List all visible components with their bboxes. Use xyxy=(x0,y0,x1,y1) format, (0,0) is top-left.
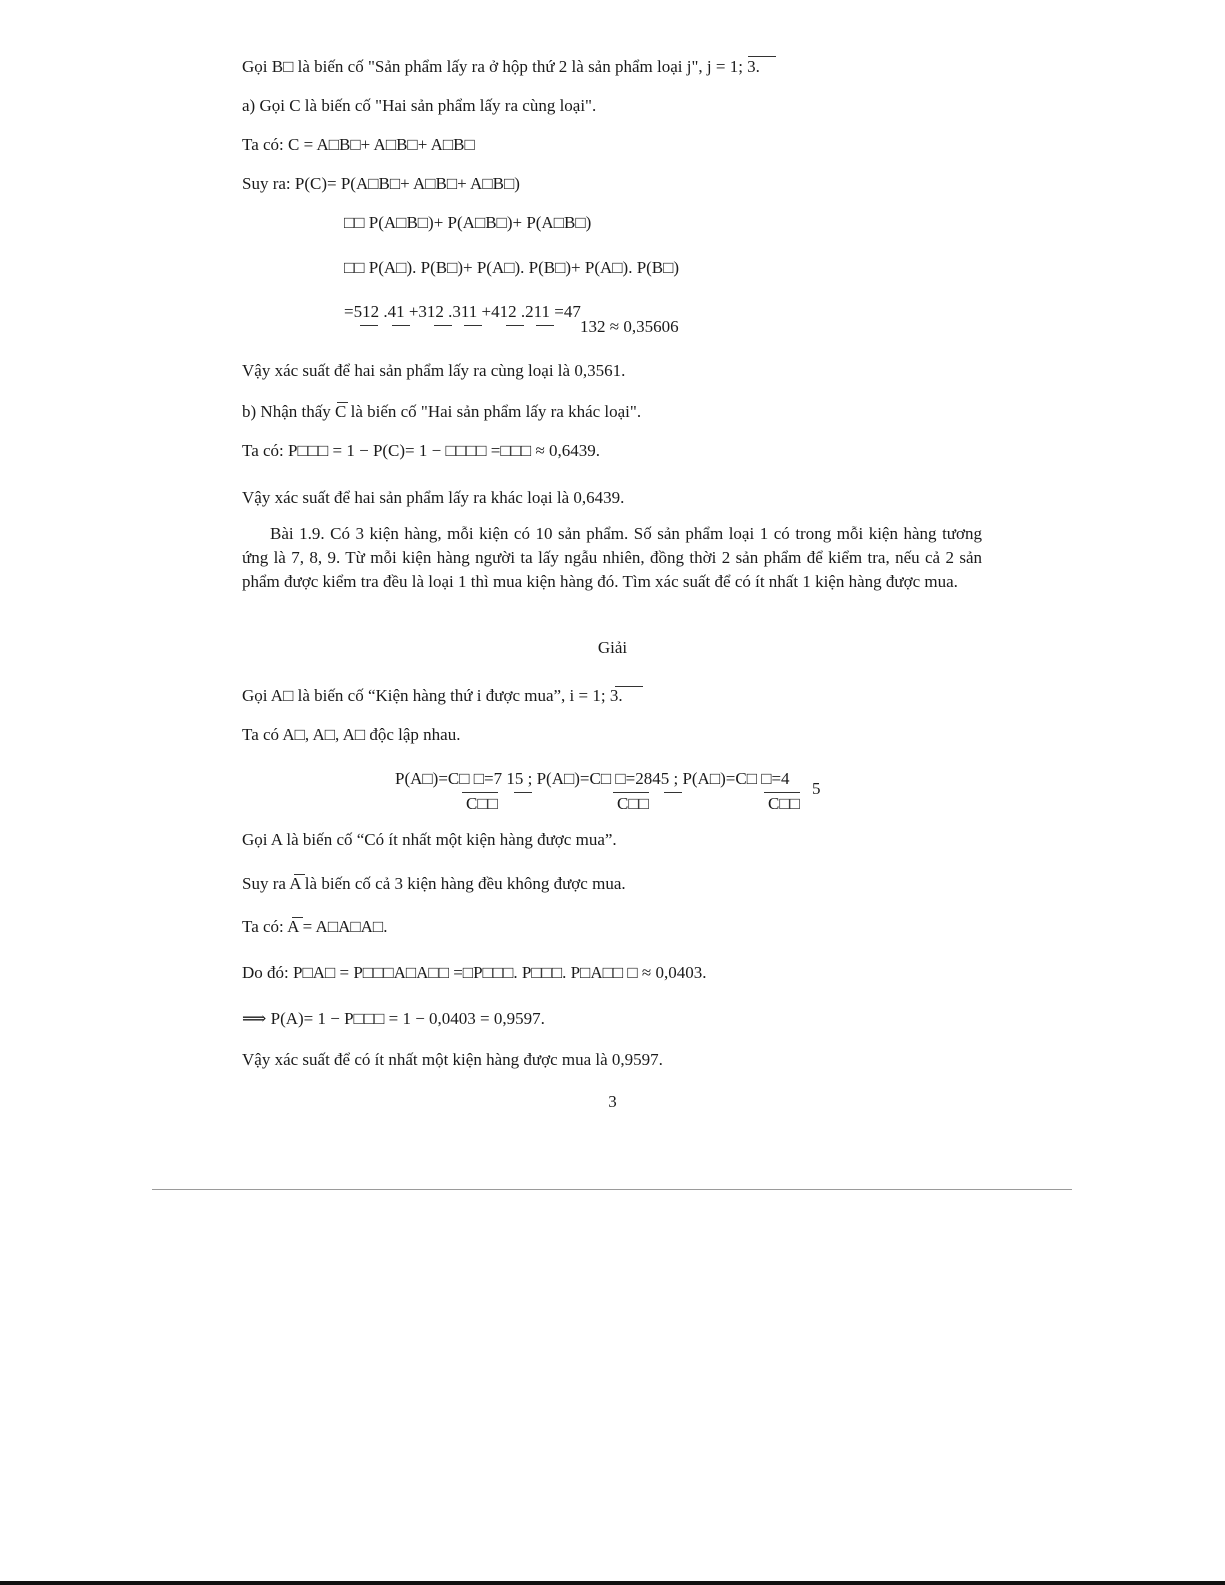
fraction-bar xyxy=(392,325,410,326)
page-number: 3 xyxy=(608,1092,617,1111)
text-line-result: ⟹ P(A)= 1 − P□□□ = 1 − 0,0403 = 0,9597. xyxy=(242,1009,545,1028)
equation-line-3-result: 132 ≈ 0,35606 xyxy=(580,317,679,336)
equation-line-2: □□ P(A□). P(B□)+ P(A□). P(B□)+ P(A□). P(B□) xyxy=(344,258,680,277)
text-line-independent: Ta có A□, A□, A□ độc lập nhau. xyxy=(242,725,461,744)
text-line-event-a: Gọi A là biến cố “Có ít nhất một kiện hàng được mua”. xyxy=(242,830,617,849)
formula-denominator-2: C□□ xyxy=(617,794,649,813)
text-line-do-do: Do đó: P□A□ = P□□□A□A□□ =□P□□□. P□□□. P□A□□ □ ≈ 0,0403. xyxy=(242,963,707,982)
text-line-complement: Suy ra A là biến cố cả 3 kiện hàng đều không được mua. xyxy=(242,874,626,893)
text-line-ta-co-c: Ta có: C = A□B□+ A□B□+ A□B□ xyxy=(242,135,475,154)
bottom-edge-bar xyxy=(0,1581,1225,1585)
equation-line-1: □□ P(A□B□)+ P(A□B□)+ P(A□B□) xyxy=(344,213,592,232)
fraction-bar xyxy=(506,325,524,326)
overline-i-range xyxy=(615,686,643,687)
probability-formula: P(A□)=C□ □=7 15 ; P(A□)=C□ □=2845 ; P(A□)=C□ □=4 xyxy=(395,769,790,788)
formula-fraction-denominator: 5 xyxy=(812,779,821,798)
fraction-bar xyxy=(464,325,482,326)
fraction-bar xyxy=(536,325,554,326)
fraction-bar xyxy=(462,792,498,793)
overline-a xyxy=(294,874,305,875)
fraction-bar xyxy=(664,792,682,793)
fraction-bar xyxy=(360,325,378,326)
page-divider xyxy=(152,1189,1072,1190)
fraction-bar xyxy=(764,792,800,793)
fraction-bar xyxy=(613,792,649,793)
overline-j-range xyxy=(748,56,776,57)
solution-heading: Giải xyxy=(597,638,628,657)
overline-a xyxy=(292,917,303,918)
formula-denominator-1: C□□ xyxy=(466,794,498,813)
overline-c xyxy=(337,402,348,403)
text-line-part-b: b) Nhận thấy C là biến cố "Hai sản phẩm lấy ra khác loại". xyxy=(242,402,642,421)
text-line-part-a: a) Gọi C là biến cố "Hai sản phẩm lấy ra cùng loại". xyxy=(242,96,597,115)
text-line-final-conclusion: Vậy xác suất để có ít nhất một kiện hàng được mua là 0,9597. xyxy=(242,1050,663,1069)
text-line-conclusion-b: Vậy xác suất để hai sản phẩm lấy ra khác loại là 0,6439. xyxy=(242,488,625,507)
text-line-ta-co-p: Ta có: P□□□ = 1 − P(C)= 1 − □□□□ =□□□ ≈ 0,6439. xyxy=(242,441,601,460)
text-line-conclusion-a: Vậy xác suất để hai sản phẩm lấy ra cùng loại là 0,3561. xyxy=(242,361,626,380)
equation-line-3: =512 .41 +312 .311 +412 .211 =47 xyxy=(344,302,581,321)
text-line-suy-ra: Suy ra: P(C)= P(A□B□+ A□B□+ A□B□) xyxy=(242,174,520,193)
formula-denominator-3: C□□ xyxy=(768,794,800,813)
text-line-event-b: Gọi B□ là biến cố "Sản phẩm lấy ra ở hộp thứ 2 là sản phẩm loại j", j = 1; 3. xyxy=(242,57,760,76)
problem-statement: Bài 1.9. Có 3 kiện hàng, mỗi kiện có 10 sản phẩm. Số sản phẩm loại 1 có trong mỗi kiện hàng tương ứng là 7, 8, 9. Từ mỗi kiện hàng người ta lấy ngẫu nhiên, đồng thời 2 sản phẩm để kiểm tra, nếu cả 2 sản phẩm được kiểm tra đều là loại 1 thì mua kiện hàng đó. Tìm xác suất để có ít nhất 1 kiện hàng được mua. xyxy=(242,524,982,591)
fraction-bar xyxy=(514,792,532,793)
fraction-bar xyxy=(434,325,452,326)
text-line-ta-co-a: Ta có: A = A□A□A□. xyxy=(242,917,388,936)
text-line-event-ai: Gọi A□ là biến cố “Kiện hàng thứ i được mua”, i = 1; 3. xyxy=(242,686,623,705)
